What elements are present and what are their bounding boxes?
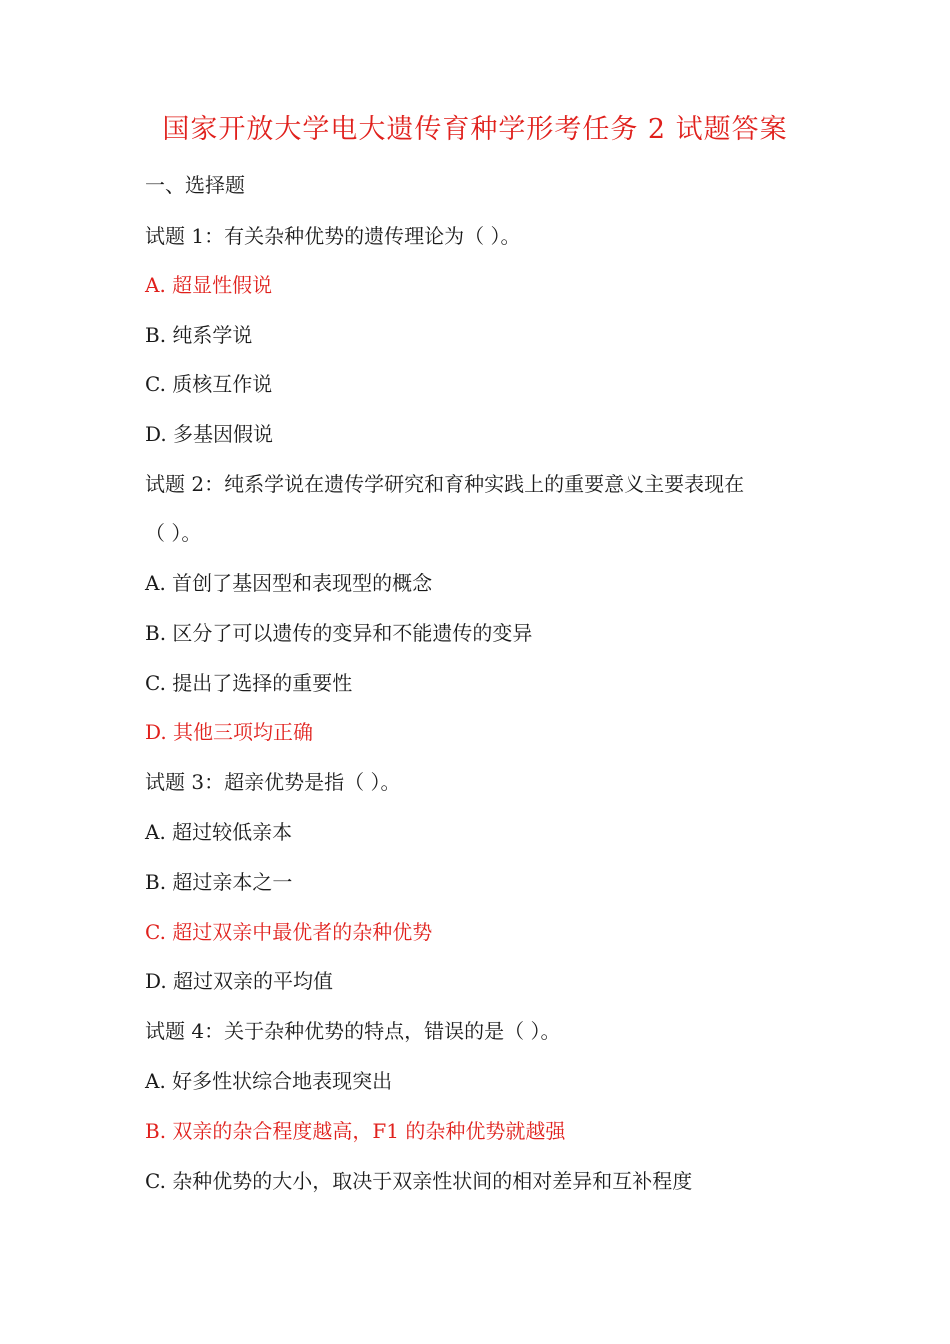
question-3-option-a: A. 超过较低亲本 xyxy=(145,820,293,844)
question-3-option-c-answer: C. 超过双亲中最优者的杂种优势 xyxy=(145,920,433,944)
question-1-option-a-answer: A. 超显性假说 xyxy=(145,273,273,297)
question-2-option-c: C. 提出了选择的重要性 xyxy=(145,671,353,695)
question-1-stem: 试题 1：有关杂种优势的遗传理论为（ ）。 xyxy=(145,224,521,248)
question-1-option-c: C. 质核互作说 xyxy=(145,372,273,396)
question-1-option-d: D. 多基因假说 xyxy=(145,422,274,446)
question-3-stem: 试题 3：超亲优势是指（ ）。 xyxy=(145,770,401,794)
question-2-option-a: A. 首创了基因型和表现型的概念 xyxy=(145,571,433,595)
question-2-option-b: B. 区分了可以遗传的变异和不能遗传的变异 xyxy=(145,621,533,645)
question-3-option-d: D. 超过双亲的平均值 xyxy=(145,969,334,993)
question-4-option-c: C. 杂种优势的大小，取决于双亲性状间的相对差异和互补程度 xyxy=(145,1169,693,1193)
document-title: 国家开放大学电大遗传育种学形考任务 2 试题答案 xyxy=(162,114,788,145)
question-4-option-b-answer: B. 双亲的杂合程度越高，F1 的杂种优势就越强 xyxy=(145,1119,566,1143)
question-1-option-b: B. 纯系学说 xyxy=(145,323,253,347)
question-4-stem: 试题 4：关于杂种优势的特点，错误的是（ ）。 xyxy=(145,1019,561,1043)
question-3-option-b: B. 超过亲本之一 xyxy=(145,870,293,894)
question-2-stem-line-1: 试题 2：纯系学说在遗传学研究和育种实践上的重要意义主要表现在 xyxy=(145,472,745,496)
question-2-stem-line-2: （ ）。 xyxy=(145,521,202,545)
question-4-option-a: A. 好多性状综合地表现突出 xyxy=(145,1069,393,1093)
question-2-option-d-answer: D. 其他三项均正确 xyxy=(145,720,314,744)
section-heading: 一、选择题 xyxy=(145,173,245,197)
